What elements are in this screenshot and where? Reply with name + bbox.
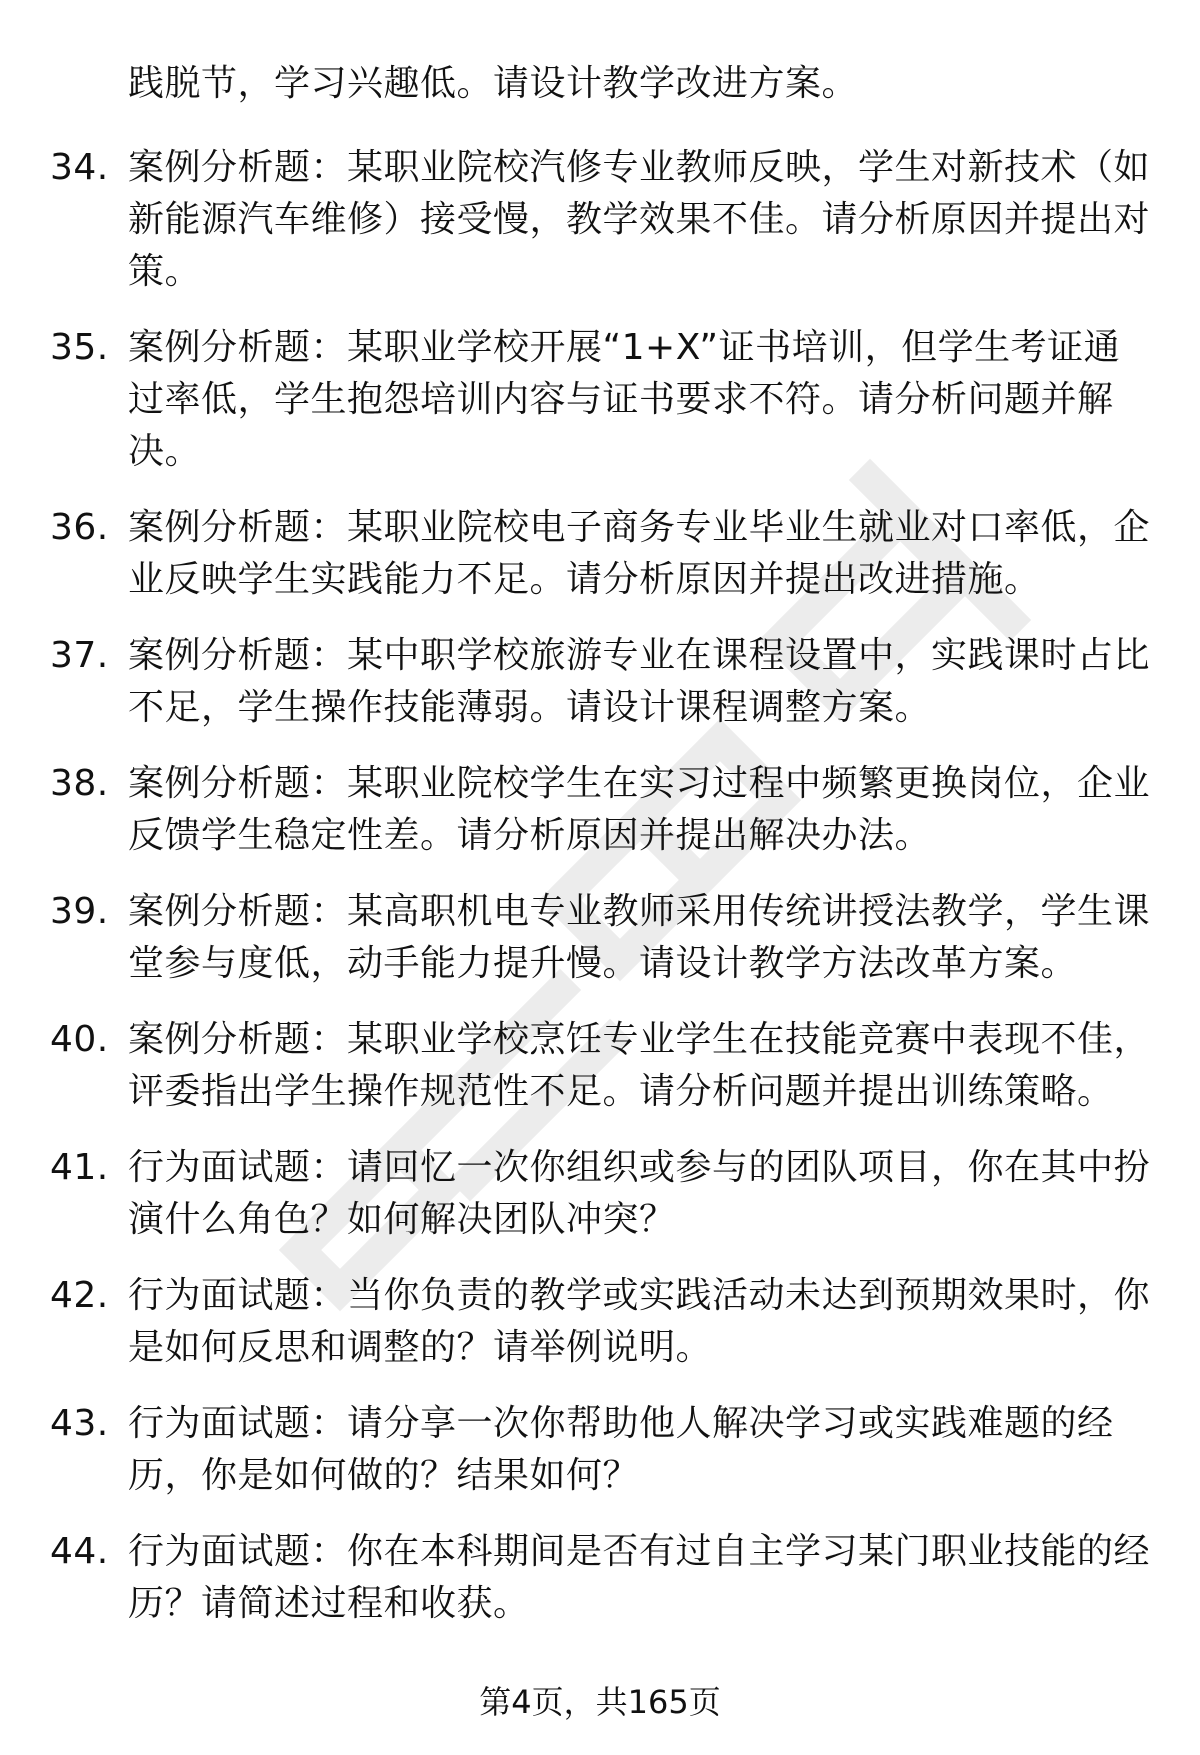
question-item-40	[50, 1014, 1150, 1118]
question-line: 行为面试题：你在本科期间是否有过自主学习某门职业技能的经	[128, 1531, 1151, 1572]
question-text	[128, 1014, 1150, 1118]
question-line: 过率低，学生抱怨培训内容与证书要求不符。请分析问题并解	[128, 379, 1114, 420]
question-item-39	[50, 886, 1150, 990]
question-item-44	[50, 1526, 1150, 1630]
question-text	[128, 886, 1150, 990]
continuation-line: 践脱节，学习兴趣低。请设计教学改进方案。	[128, 63, 859, 104]
question-item-35	[50, 322, 1150, 478]
question-list	[50, 142, 1150, 1654]
question-text	[128, 1270, 1150, 1374]
question-line: 案例分析题：某职业院校学生在实习过程中频繁更换岗位，企业	[128, 763, 1151, 804]
question-text	[128, 630, 1150, 734]
question-number: 36.	[50, 507, 109, 548]
question-line: 案例分析题：某高职机电专业教师采用传统讲授法教学，学生课	[128, 891, 1151, 932]
question-line: 堂参与度低，动手能力提升慢。请设计教学方法改革方案。	[128, 943, 1078, 984]
question-number: 41.	[50, 1147, 109, 1188]
question-line: 历？请简述过程和收获。	[128, 1583, 530, 1624]
question-number: 35.	[50, 327, 109, 368]
question-text	[128, 1398, 1150, 1502]
question-item-38	[50, 758, 1150, 862]
question-number: 42.	[50, 1275, 109, 1316]
question-line: 是如何反思和调整的？请举例说明。	[128, 1327, 713, 1368]
question-item-34	[50, 142, 1150, 298]
question-line: 决。	[128, 431, 202, 472]
question-line: 业反映学生实践能力不足。请分析原因并提出改进措施。	[128, 559, 1041, 600]
question-line: 演什么角色？如何解决团队冲突？	[128, 1199, 676, 1240]
question-text	[128, 322, 1150, 478]
question-text	[128, 502, 1150, 606]
question-number: 43.	[50, 1403, 109, 1444]
question-number: 37.	[50, 635, 109, 676]
question-line: 案例分析题：某中职学校旅游专业在课程设置中，实践课时占比	[128, 635, 1151, 676]
question-item-36	[50, 502, 1150, 606]
question-line: 反馈学生稳定性差。请分析原因并提出解决办法。	[128, 815, 932, 856]
question-item-43	[50, 1398, 1150, 1502]
question-text	[128, 758, 1150, 862]
question-text	[128, 1142, 1150, 1246]
question-line: 新能源汽车维修）接受慢，教学效果不佳。请分析原因并提出对	[128, 199, 1151, 240]
question-line: 行为面试题：请分享一次你帮助他人解决学习或实践难题的经	[128, 1403, 1114, 1444]
question-line: 案例分析题：某职业学校开展“1+X”证书培训，但学生考证通	[128, 327, 1121, 368]
question-item-37	[50, 630, 1150, 734]
question-number: 40.	[50, 1019, 109, 1060]
question-number: 44.	[50, 1531, 109, 1572]
question-item-42	[50, 1270, 1150, 1374]
question-text	[128, 1526, 1150, 1630]
question-line: 评委指出学生操作规范性不足。请分析问题并提出训练策略。	[128, 1071, 1114, 1112]
question-line: 行为面试题：当你负责的教学或实践活动未达到预期效果时，你	[128, 1275, 1151, 1316]
question-line: 行为面试题：请回忆一次你组织或参与的团队项目，你在其中扮	[128, 1147, 1151, 1188]
question-number: 34.	[50, 147, 109, 188]
question-number: 38.	[50, 763, 109, 804]
question-number: 39.	[50, 891, 109, 932]
question-line: 策。	[128, 251, 202, 292]
question-line: 案例分析题：某职业院校电子商务专业毕业生就业对口率低，企	[128, 507, 1151, 548]
question-text	[128, 142, 1150, 298]
question-line: 不足，学生操作技能薄弱。请设计课程调整方案。	[128, 687, 932, 728]
question-line: 案例分析题：某职业学校烹饪专业学生在技能竞赛中表现不佳，	[128, 1019, 1151, 1060]
question-item-41	[50, 1142, 1150, 1246]
question-line: 历，你是如何做的？结果如何？	[128, 1455, 640, 1496]
question-line: 案例分析题：某职业院校汽修专业教师反映，学生对新技术（如	[128, 147, 1151, 188]
page-footer: 第4页，共165页	[479, 1683, 721, 1721]
